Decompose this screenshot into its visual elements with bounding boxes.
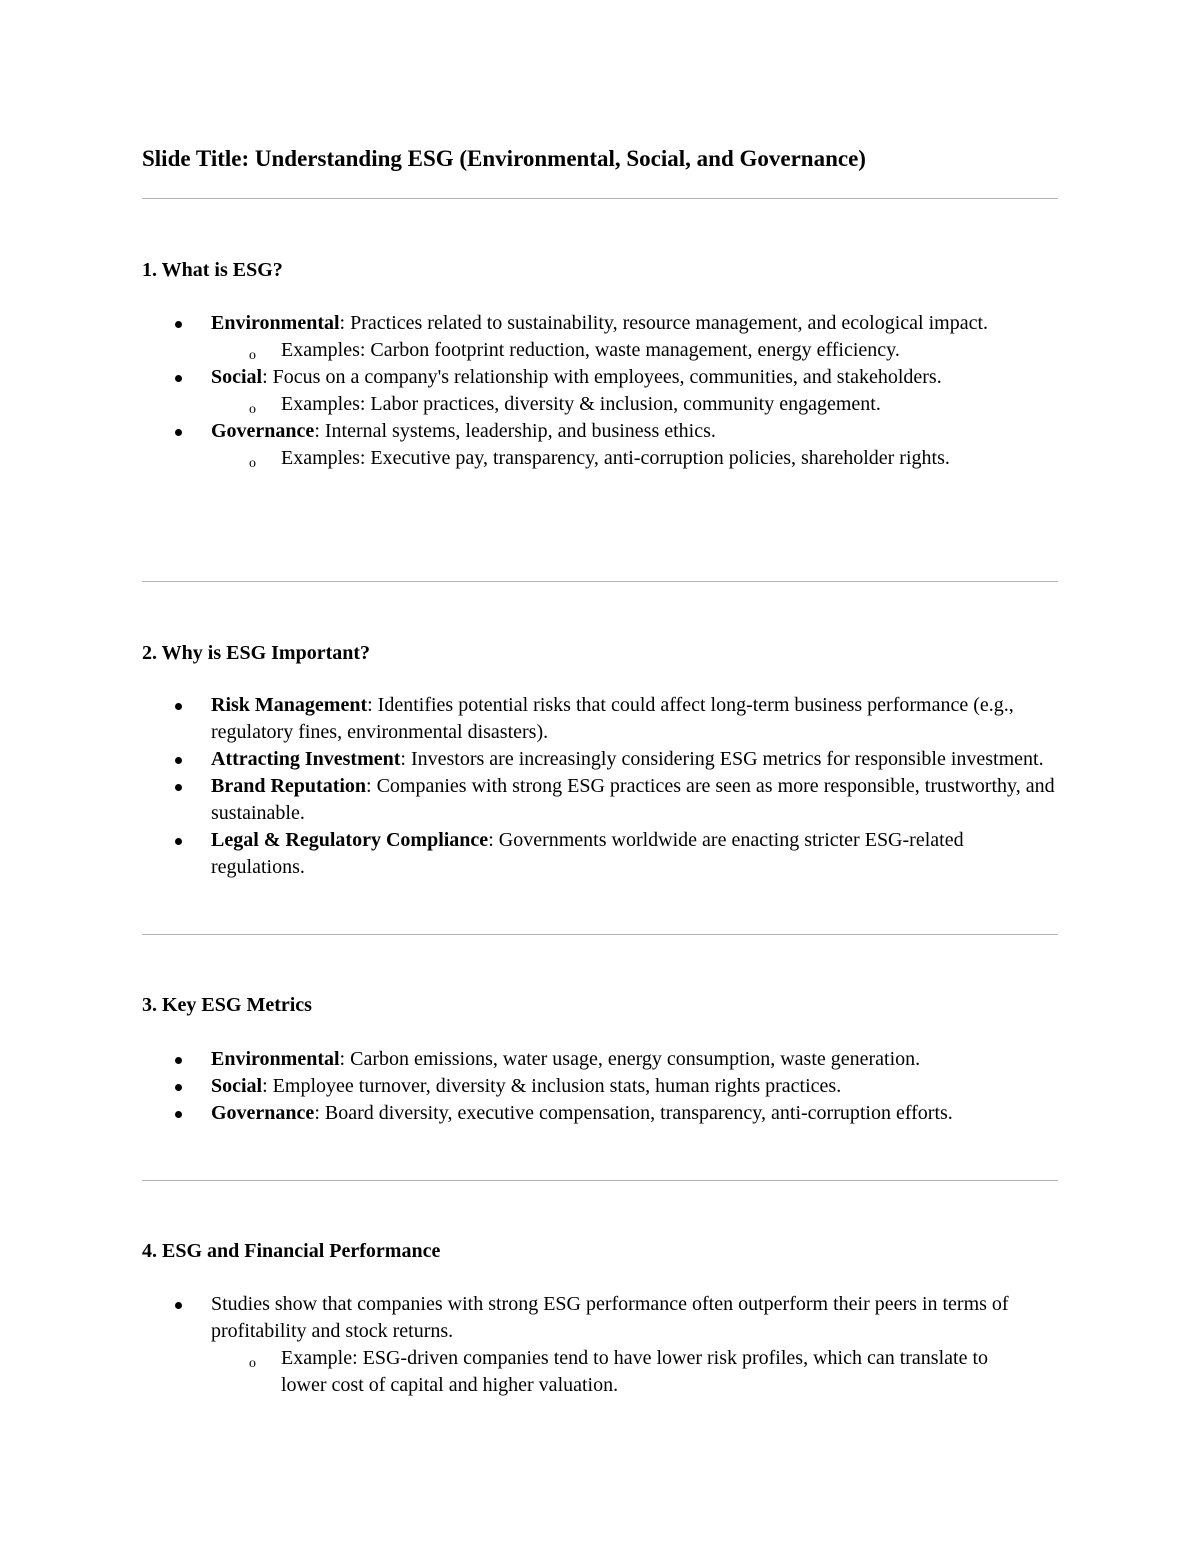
item-text: : Companies with strong ESG practices are seen as more responsible, trustworthy, and sustainable. — [211, 775, 1055, 824]
list-item — [0, 746, 1061, 773]
bullet-icon — [175, 321, 182, 328]
bullet-icon — [175, 838, 182, 845]
list-item — [0, 827, 1061, 881]
list-item — [0, 692, 1061, 746]
item-term: Risk Management — [211, 694, 368, 716]
divider — [142, 198, 1058, 199]
bullet-icon — [175, 784, 182, 791]
item-term: Environmental — [211, 1048, 340, 1070]
item-term: Brand Reputation — [211, 775, 367, 797]
item-term: Governance — [211, 420, 315, 442]
item-text: : Governments worldwide are enacting stricter ESG-related regulations. — [211, 829, 964, 878]
bullet-list — [0, 1291, 1200, 1399]
slide-title: Slide Title: Understanding ESG (Environmental, Social, and Governance) — [142, 146, 866, 171]
divider — [142, 934, 1058, 935]
divider — [142, 581, 1058, 582]
item-text: Studies show that companies with strong ESG performance often outperform their peers in terms of profitability and stock returns. — [211, 1293, 1009, 1342]
bullet-icon — [175, 375, 182, 382]
bullet-list — [0, 692, 1200, 881]
list-item — [0, 1073, 1061, 1100]
bullet-icon — [175, 1111, 182, 1118]
list-item — [0, 1046, 1061, 1073]
sub-list-item — [211, 391, 1036, 418]
sub-item-text: Examples: Labor practices, diversity & inclusion, community engagement. — [281, 393, 881, 415]
sub-list-item — [211, 445, 1036, 472]
sub-item-text: Examples: Carbon footprint reduction, waste management, energy efficiency. — [281, 339, 900, 361]
item-text: : Identifies potential risks that could affect long-term business performance (e.g., regulatory fines, environmental disasters). — [211, 694, 1014, 743]
sub-list-item — [211, 1345, 1036, 1399]
item-term: Governance — [211, 1102, 315, 1124]
item-text: : Focus on a company's relationship with employees, communities, and stakeholders. — [262, 366, 942, 388]
bullet-icon — [175, 429, 182, 436]
item-term: Social — [211, 366, 263, 388]
bullet-list — [0, 1046, 1200, 1127]
list-item — [0, 364, 1061, 418]
section-heading: 2. Why is ESG Important? — [142, 642, 371, 664]
sub-list-item — [211, 337, 1036, 364]
sub-bullet-icon: o — [249, 402, 256, 417]
divider — [142, 1180, 1058, 1181]
item-text: : Practices related to sustainability, resource management, and ecological impact. — [339, 312, 989, 334]
bullet-icon — [175, 703, 182, 710]
sub-bullet-icon: o — [249, 348, 256, 363]
bullet-list — [0, 310, 1200, 472]
list-item — [0, 1291, 1061, 1399]
item-term: Environmental — [211, 312, 340, 334]
section-heading: 4. ESG and Financial Performance — [142, 1240, 441, 1262]
list-item — [0, 773, 1061, 827]
item-term: Social — [211, 1075, 263, 1097]
item-text: : Carbon emissions, water usage, energy consumption, waste generation. — [339, 1048, 921, 1070]
item-text: : Employee turnover, diversity & inclusion stats, human rights practices. — [262, 1075, 842, 1097]
sub-bullet-icon: o — [249, 456, 256, 471]
sub-item-text: Examples: Executive pay, transparency, anti-corruption policies, shareholder rights. — [281, 447, 950, 469]
sub-bullet-icon: o — [249, 1356, 256, 1371]
item-text: : Investors are increasingly considering ESG metrics for responsible investment. — [400, 748, 1044, 770]
list-item — [0, 310, 1061, 364]
bullet-icon — [175, 757, 182, 764]
item-term: Legal & Regulatory Compliance — [211, 829, 489, 851]
item-text: : Board diversity, executive compensation, transparency, anti-corruption efforts. — [314, 1102, 953, 1124]
bullet-icon — [175, 1057, 182, 1064]
section-heading: 1. What is ESG? — [142, 259, 283, 281]
item-term: Attracting Investment — [211, 748, 401, 770]
section-heading: 3. Key ESG Metrics — [142, 994, 312, 1016]
list-item — [0, 418, 1061, 472]
bullet-icon — [175, 1302, 182, 1309]
list-item — [0, 1100, 1061, 1127]
sub-item-text: Example: ESG-driven companies tend to have lower risk profiles, which can translate to lower cost of capital and higher valuation. — [281, 1347, 989, 1396]
bullet-icon — [175, 1084, 182, 1091]
item-text: : Internal systems, leadership, and business ethics. — [314, 420, 716, 442]
